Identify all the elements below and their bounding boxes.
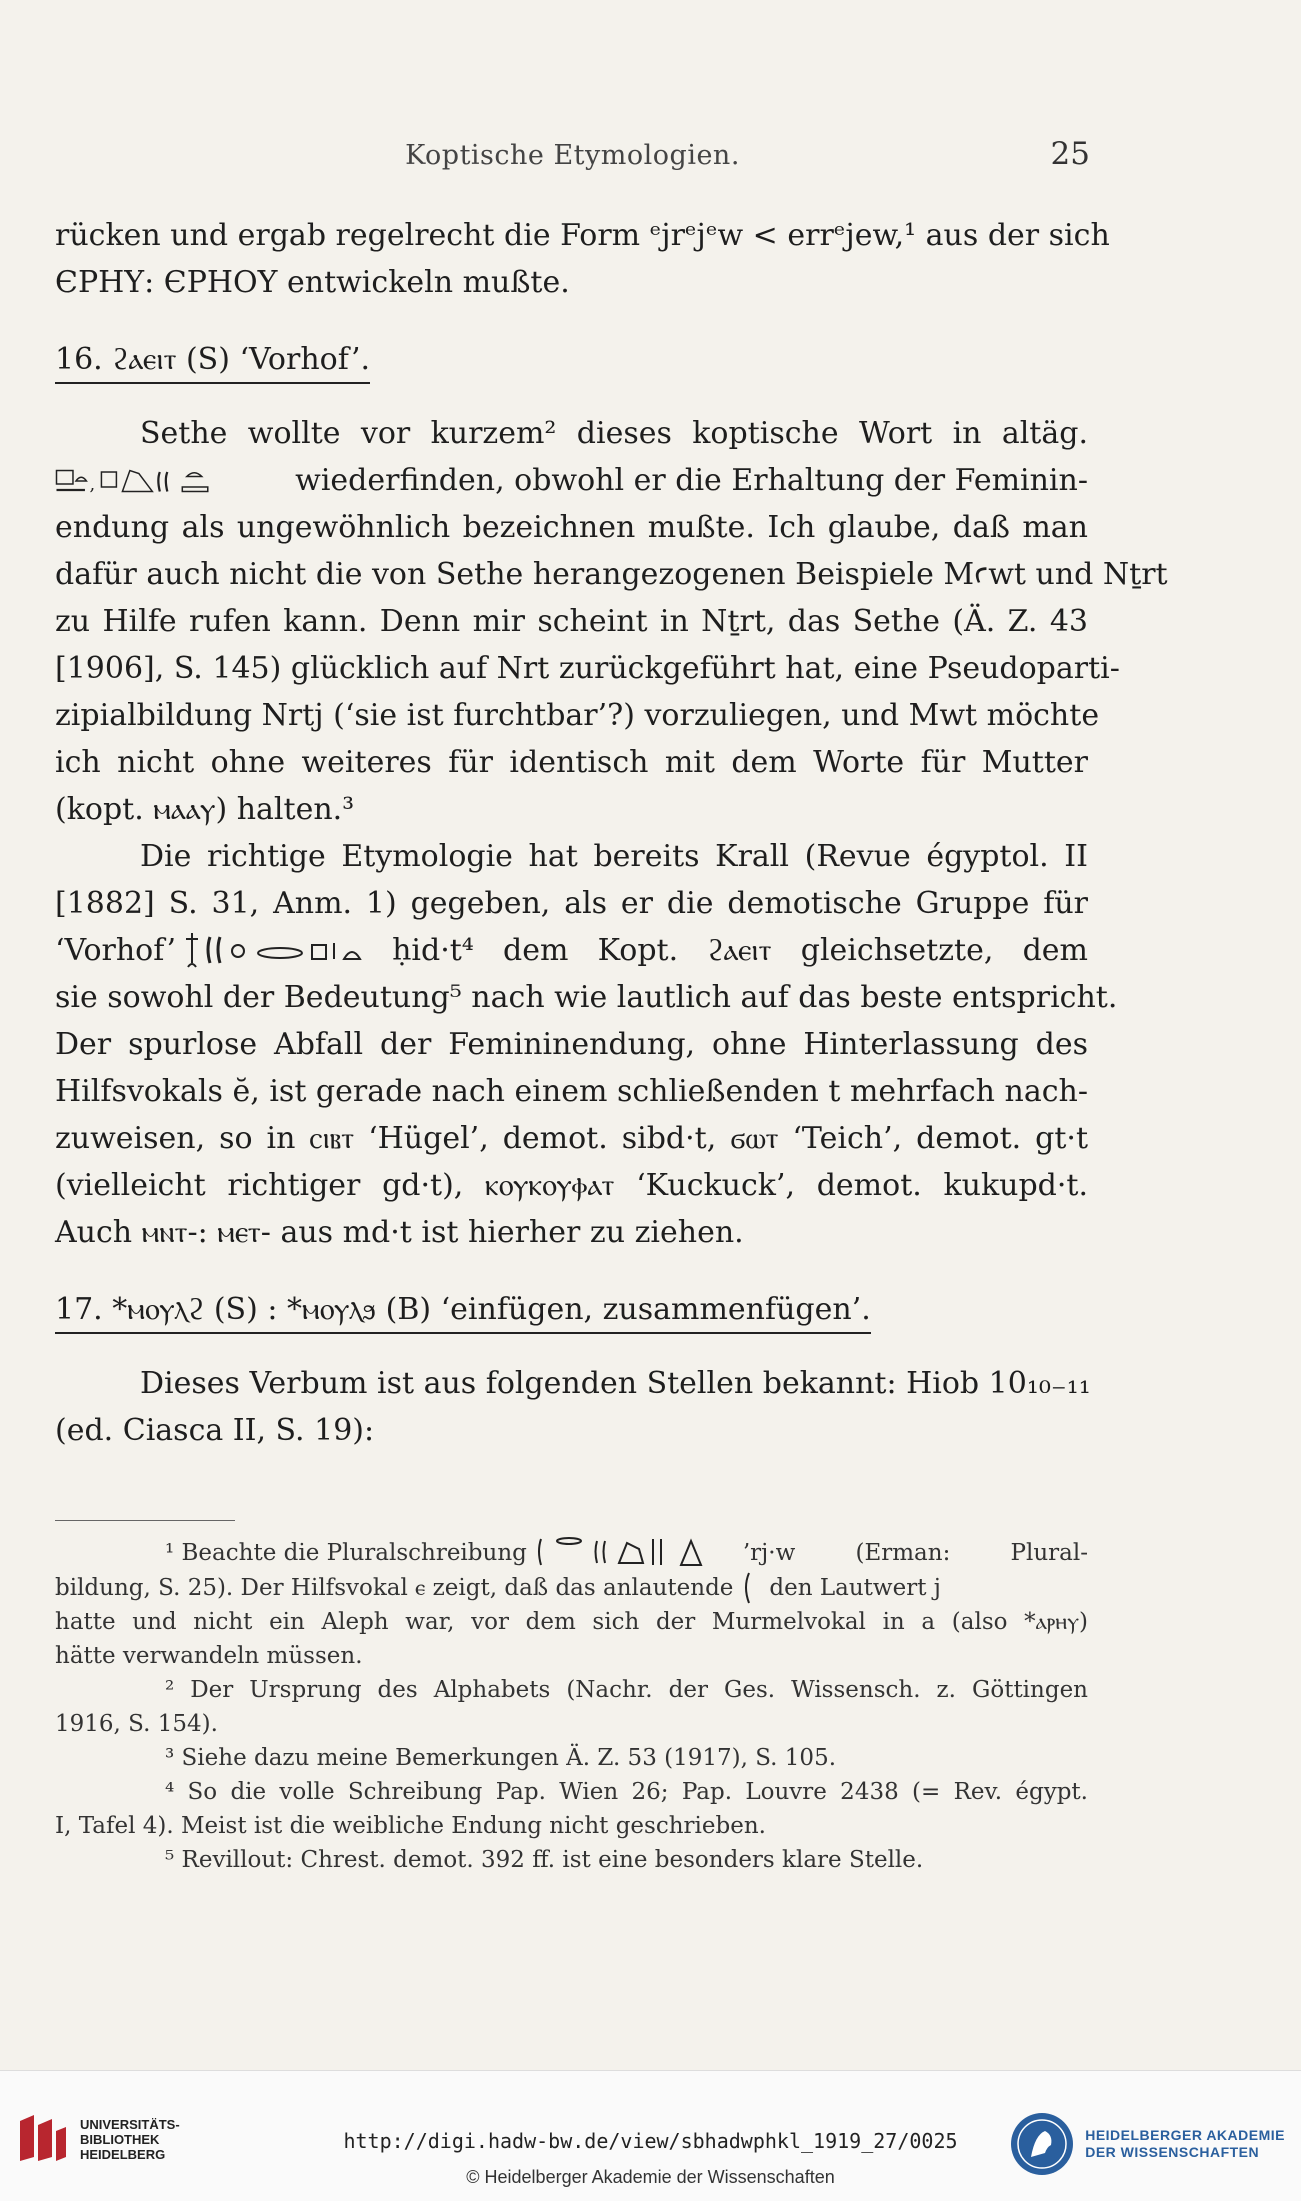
footnote-text: bildung, S. 25). Der Hilfsvokal ⲉ zeigt, daß das anlautende xyxy=(55,1575,734,1601)
text-line: sie sowohl der Bedeutung⁵ nach wie lautlich auf das beste entspricht. xyxy=(55,980,1118,1015)
text-line-with-demotic xyxy=(55,927,1088,974)
footnote-divider xyxy=(55,1520,235,1521)
text-line: Auch ⲙⲛⲧ-: ⲙⲉⲧ- aus md·t ist hierher zu ziehen. xyxy=(55,1215,744,1250)
footnote-4: ⁴ So die volle Schreibung Pap. Wien 26; Pap. Louvre 2438 (= Rev. égypt. xyxy=(165,1779,1088,1805)
page-number: 25 xyxy=(1050,136,1090,172)
text-line-with-hieroglyphs xyxy=(55,457,1088,504)
text-line: (kopt. ⲙⲁⲁⲩ) halten.³ xyxy=(55,792,355,827)
demotic-group-icon xyxy=(184,929,384,973)
text-line: Dieses Verbum ist aus folgenden Stellen bekannt: Hiob 10₁₀₋₁₁ xyxy=(140,1366,1091,1401)
permalink[interactable]: http://digi.hadw-bw.de/view/sbhadwphkl_1919_27/0025 xyxy=(343,2129,958,2153)
text-line: zipialbildung Nrtj (‘sie ist furchtbar’?) vorzuliegen, und Mwt möchte xyxy=(55,698,1100,733)
reed-leaf-icon xyxy=(741,1571,761,1605)
footnote-line: hatte und nicht ein Aleph war, vor dem sich der Murmelvokal in a (also *ⲁⲣⲏⲩ) xyxy=(55,1609,1088,1635)
library-name-line: HEIDELBERG xyxy=(80,2146,166,2162)
section-heading-16: 16. ϩⲁⲉⲓⲧ (S) ‘Vorhof’. xyxy=(55,340,370,384)
section-heading-17: 17. *ⲙⲟⲩⲗϩ (S) : *ⲙⲟⲩⲗϧ (B) ‘einfügen, zusammenfügen’. xyxy=(55,1290,871,1334)
library-name-line: BIBLIOTHEK xyxy=(80,2131,160,2147)
footnote-line: I, Tafel 4). Meist ist die weibliche Endung nicht geschrieben. xyxy=(55,1813,766,1839)
footnote-3: ³ Siehe dazu meine Bemerkungen Ä. Z. 53 (1917), S. 105. xyxy=(165,1745,837,1771)
text-line: ḥid·t⁴ dem Kopt. ϩⲁⲉⲓⲧ gleichsetzte, dem xyxy=(392,933,1088,968)
academy-name-line: DER WISSENSCHAFTEN xyxy=(1085,2144,1260,2160)
text-line: rücken und ergab regelrecht die Form ᵉjrᵉjᵉw < errᵉjew,¹ aus der sich xyxy=(55,218,1110,253)
main-text xyxy=(55,212,1168,1454)
running-header xyxy=(55,136,1090,180)
text-line: Der spurlose Abfall der Femininendung, ohne Hinterlassung des xyxy=(55,1027,1088,1062)
footnote-line: 1916, S. 154). xyxy=(55,1711,218,1737)
text-line: ЄΡΗΥ: ЄΡΗΟΥ entwickeln mußte. xyxy=(55,265,570,300)
footnote-text: den Lautwert j xyxy=(769,1575,941,1601)
text-line: Die richtige Etymologie hat bereits Krall (Revue égyptol. II xyxy=(140,839,1088,874)
running-title: Koptische Etymologien. xyxy=(405,140,740,171)
hieroglyph-icon xyxy=(55,459,287,503)
text-line: dafür auch nicht die von Sethe herangezogenen Beispiele Mꜥwt und Nṯrt xyxy=(55,557,1168,592)
text-line: Sethe wollte vor kurzem² dieses koptische Wort in altäg. xyxy=(140,416,1088,451)
text-line: zu Hilfe rufen kann. Denn mir scheint in Nṯrt, das Sethe (Ä. Z. 43 xyxy=(55,604,1088,639)
text-line: Hilfsvokals ĕ, ist gerade nach einem schließenden t mehrfach nach- xyxy=(55,1074,1088,1109)
academy-logo[interactable] xyxy=(1009,2111,1285,2177)
text-line: (vielleicht richtiger gd·t), ⲕⲟⲩⲕⲟⲩⲫⲁⲧ ‘Kuckuck’, demot. kukupd·t. xyxy=(55,1168,1088,1203)
hieroglyph-plural-icon xyxy=(535,1535,735,1571)
footnote-5: ⁵ Revillout: Chrest. demot. 392 ff. ist eine besonders klare Stelle. xyxy=(165,1847,924,1873)
copyright-notice: © Heidelberger Akademie der Wissenschaften xyxy=(466,2167,835,2187)
footnote-line xyxy=(55,1571,1088,1605)
academy-name-line: HEIDELBERGER AKADEMIE xyxy=(1085,2127,1285,2143)
footnote-line xyxy=(55,1535,1088,1571)
library-name-line: UNIVERSITÄTS- xyxy=(80,2116,180,2132)
text-line: zuweisen, so in ⲥⲓⲃⲧ ‘Hügel’, demot. sibd·t, ϭⲱⲧ ‘Teich’, demot. gt·t xyxy=(55,1121,1088,1156)
viewer-footer xyxy=(0,2070,1301,2201)
svg-text:,: , xyxy=(89,473,96,495)
hadw-seal-icon xyxy=(1009,2111,1075,2177)
text-line: [1882] S. 31, Anm. 1) gegeben, als er die demotische Gruppe für xyxy=(55,886,1088,921)
text-fragment: ‘Vorhof’ xyxy=(55,933,177,968)
text-line: wiederfinden, obwohl er die Erhaltung der Feminin- xyxy=(295,463,1088,498)
text-line: endung als ungewöhnlich bezeichnen mußte. Ich glaube, daß man xyxy=(55,510,1088,545)
footnotes xyxy=(55,1535,1088,1877)
text-line: [1906], S. 145) glücklich auf Nrt zurückgeführt hat, eine Pseudoparti- xyxy=(55,651,1120,686)
footnote-1: ¹ Beachte die Pluralschreibung xyxy=(165,1540,527,1566)
footnote-2: ² Der Ursprung des Alphabets (Nachr. der Ges. Wissensch. z. Göttingen xyxy=(165,1677,1088,1703)
text-line: (ed. Ciasca II, S. 19): xyxy=(55,1413,375,1448)
footnote-line: hätte verwandeln müssen. xyxy=(55,1643,363,1669)
text-line: ich nicht ohne weiteres für identisch mit dem Worte für Mutter xyxy=(55,745,1088,780)
footnote-text: ’rj·w (Erman: Plural- xyxy=(742,1540,1088,1566)
